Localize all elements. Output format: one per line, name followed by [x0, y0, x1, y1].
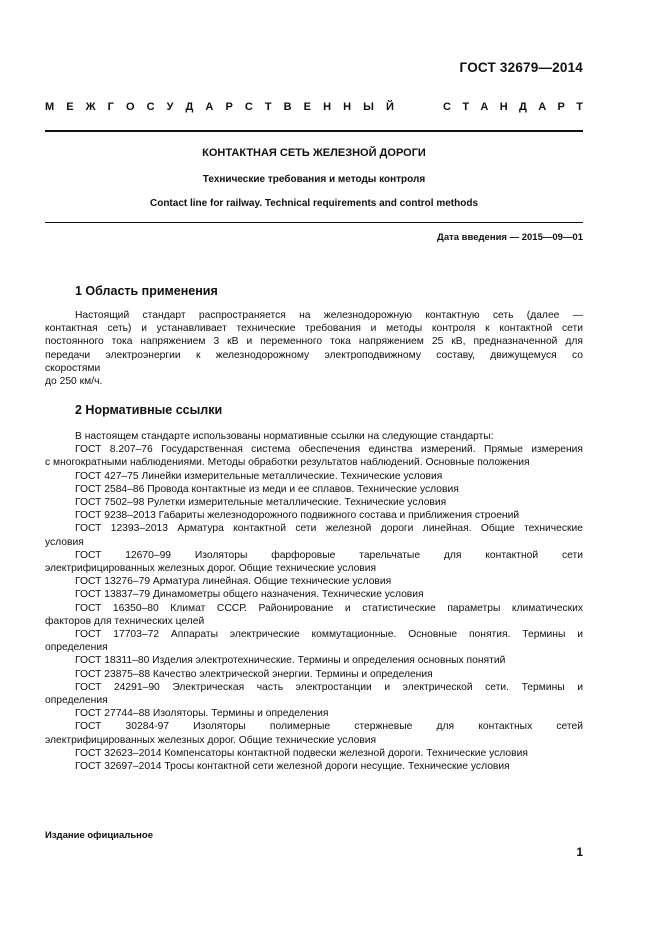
banner-letter: Н [323, 101, 332, 113]
english-title: Contact line for railway. Technical requirements and control methods [149, 198, 479, 209]
section-1-line: постоянного тока напряжением 3 кВ и переменного тока напряжением 25 кВ, предназначенной для [45, 336, 583, 348]
section-1-line: скоростями [45, 362, 101, 374]
reference-item-continuation: определения [45, 642, 108, 654]
reference-item: ГОСТ 2584–86 Провода контактные из меди и ее сплавов. Технические условия [75, 483, 459, 495]
banner-letter: Д [519, 101, 527, 113]
banner-letter: В [283, 101, 292, 113]
banner-letter: Г [107, 101, 114, 113]
banner-letter: Е [303, 101, 312, 113]
reference-item: ГОСТ 12393–2013 Арматура контактной сети железной дороги линейная. Общие технические [75, 523, 583, 535]
banner-letter: Е [66, 101, 74, 113]
reference-item: ГОСТ 8.207–76 Государственная система обеспечения единства измерений. Прямые измерения [75, 444, 583, 456]
banner-word-interstate [45, 101, 394, 113]
page-number: 1 [576, 845, 583, 859]
top-divider [45, 130, 583, 132]
reference-item-continuation: электрифицированных железных дорог. Общие технические условия [45, 734, 377, 746]
reference-item: ГОСТ 427–75 Линейки измерительные металлические. Технические условия [75, 470, 443, 482]
reference-item: ГОСТ 13276–79 Арматура линейная. Общие технические условия [75, 576, 392, 588]
reference-item: ГОСТ 23875–88 Качество электрической энергии. Термины и определения [75, 668, 433, 680]
banner-letter: Т [462, 101, 470, 113]
banner-letter: С [146, 101, 155, 113]
banner-letter: А [205, 101, 214, 113]
reference-item: ГОСТ 13837–79 Динамометры общего назначения. Технические условия [75, 589, 424, 601]
reference-item: ГОСТ 16350–80 Климат СССР. Районирование и статистические параметры климатических [75, 602, 583, 614]
section-1-line: Настоящий стандарт распространяется на железнодорожную контактную сеть (далее — [75, 310, 583, 321]
section-1-heading: 1 Область применения [75, 284, 218, 298]
reference-item-continuation: определения [45, 695, 108, 707]
reference-item: ГОСТ 32697–2014 Тросы контактной сети железной дороги несущие. Технические условия [75, 761, 510, 773]
title-divider [45, 222, 583, 223]
reference-item: ГОСТ 27744–88 Изоляторы. Термины и определения [75, 708, 329, 720]
banner-letter: А [538, 101, 547, 113]
reference-item: ГОСТ 24291–90 Электрическая часть электростанции и электрической сети. Термины и [75, 681, 583, 693]
banner-word-standard [443, 101, 583, 113]
section-1-text [45, 309, 583, 388]
document-title: КОНТАКТНАЯ СЕТЬ ЖЕЛЕЗНОЙ ДОРОГИ [202, 147, 426, 159]
normative-references [45, 430, 583, 773]
banner-letter: Н [343, 101, 352, 113]
document-subtitle: Технические требования и методы контроля [202, 174, 426, 185]
reference-item: ГОСТ 7502–98 Рулетки измерительные металлические. Технические условия [75, 497, 447, 509]
reference-item: ГОСТ 9238–2013 Габариты железнодорожного подвижного состава и приближения строений [75, 510, 520, 522]
reference-item-continuation: факторов для технических целей [45, 615, 205, 627]
banner-letter: Н [499, 101, 508, 113]
introduction-date: Дата введения — 2015—09—01 [437, 232, 583, 243]
reference-item-continuation: условия [45, 536, 84, 548]
references-intro: В настоящем стандарте использованы нормативные ссылки на следующие стандарты: [75, 431, 494, 442]
banner-letter: Т [576, 101, 583, 113]
banner-letter: Ж [85, 101, 96, 113]
standard-banner [45, 101, 583, 113]
section-1-line: передачи электроэнергии к железнодорожному электроподвижному составу, движущемуся со [45, 349, 583, 361]
banner-letter: М [45, 101, 55, 113]
reference-item-continuation: с многократными наблюдениями. Методы обработки результатов наблюдений. Основные положения [45, 457, 530, 469]
document-number: ГОСТ 32679—2014 [459, 60, 583, 75]
banner-letter: Ы [363, 101, 374, 113]
banner-letter: А [480, 101, 489, 113]
section-1-line: контактная сеть) и устанавливает технические требования и методы контроля к контактной сети [45, 323, 583, 335]
official-edition-note: Издание официальное [45, 830, 153, 841]
reference-item-continuation: электрифицированных железных дорог. Общие технические условия [45, 563, 377, 575]
banner-letter: О [125, 101, 135, 113]
banner-letter: Т [264, 101, 272, 113]
banner-letter: Р [225, 101, 233, 113]
banner-letter: С [244, 101, 253, 113]
banner-letter: Р [557, 101, 565, 113]
reference-item: ГОСТ 18311–80 Изделия электротехнические. Термины и определения основных понятий [75, 655, 506, 667]
banner-letter: С [443, 101, 451, 113]
banner-letter: Д [185, 101, 194, 113]
reference-item: ГОСТ 12670–99 Изоляторы фарфоровые тарельчатые для контактной сети [75, 549, 583, 561]
reference-item: ГОСТ 30284-97 Изоляторы полимерные стержневые для контактных сетей [75, 721, 583, 733]
banner-letter: Й [385, 101, 394, 113]
reference-item: ГОСТ 32623–2014 Компенсаторы контактной подвески железной дороги. Технические условия [75, 747, 528, 759]
reference-item: ГОСТ 17703–72 Аппараты электрические коммутационные. Основные понятия. Термины и [75, 629, 583, 641]
banner-letter: У [166, 101, 174, 113]
section-1-line: до 250 км/ч. [45, 376, 103, 388]
section-2-heading: 2 Нормативные ссылки [75, 403, 223, 417]
